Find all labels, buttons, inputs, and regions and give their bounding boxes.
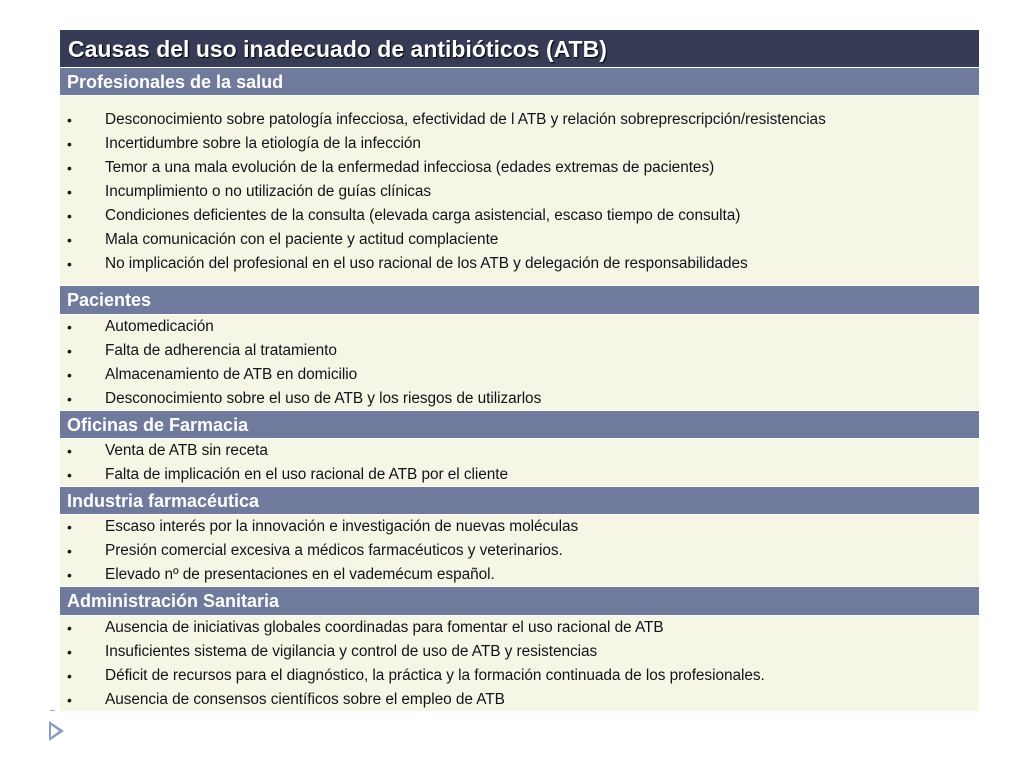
list-item-text: Ausencia de iniciativas globales coordinadas para fomentar el uso racional de ATB bbox=[105, 619, 664, 636]
list-item-text: Presión comercial excesiva a médicos farmacéuticos y veterinarios. bbox=[105, 542, 563, 559]
list-item-text: Falta de implicación en el uso racional de ATB por el cliente bbox=[105, 466, 509, 483]
list-item bbox=[60, 664, 979, 688]
list-item-text: No implicación del profesional en el uso racional de los ATB y delegación de responsabilidades bbox=[105, 255, 748, 272]
bullet-icon: • bbox=[67, 620, 72, 636]
bullet-icon: • bbox=[67, 692, 72, 708]
list-item bbox=[60, 252, 979, 276]
section-body-farmacia bbox=[60, 439, 979, 487]
bullet-list-industria bbox=[60, 515, 979, 587]
list-item bbox=[60, 387, 979, 411]
bullet-list-administracion bbox=[60, 616, 979, 712]
bullet-icon: • bbox=[67, 112, 72, 128]
list-item bbox=[60, 132, 979, 156]
slide-title: Causas del uso inadecuado de antibióticos (ATB) bbox=[60, 30, 979, 68]
list-item bbox=[60, 616, 979, 640]
bullet-icon: • bbox=[67, 443, 72, 459]
section-body-administracion bbox=[60, 616, 979, 712]
bullet-icon: • bbox=[67, 467, 72, 483]
bullet-icon: • bbox=[67, 232, 72, 248]
list-item-text: Elevado nº de presentaciones en el vademécum español. bbox=[105, 566, 495, 583]
bullet-icon: • bbox=[67, 668, 72, 684]
list-item bbox=[60, 463, 979, 487]
list-item bbox=[60, 363, 979, 387]
list-item bbox=[60, 539, 979, 563]
bullet-icon: • bbox=[67, 343, 72, 359]
list-item-text: Mala comunicación con el paciente y actitud complaciente bbox=[105, 231, 499, 248]
bullet-icon: • bbox=[67, 184, 72, 200]
section-body-industria bbox=[60, 515, 979, 587]
list-item bbox=[60, 156, 979, 180]
slide-dash-decoration bbox=[50, 710, 55, 711]
section-body-pacientes bbox=[60, 315, 979, 411]
bullet-icon: • bbox=[67, 519, 72, 535]
list-item bbox=[60, 439, 979, 463]
bullet-list-profesionales bbox=[60, 108, 979, 276]
list-item-text: Automedicación bbox=[105, 318, 214, 335]
bullet-icon: • bbox=[67, 567, 72, 583]
list-item bbox=[60, 563, 979, 587]
bullet-icon: • bbox=[67, 256, 72, 272]
section-header-administracion: Administración Sanitaria bbox=[60, 587, 979, 616]
list-item-text: Ausencia de consensos científicos sobre el empleo de ATB bbox=[105, 691, 505, 708]
bullet-icon: • bbox=[67, 543, 72, 559]
bullet-list-pacientes bbox=[60, 315, 979, 411]
list-item-text: Incumplimiento o no utilización de guías clínicas bbox=[105, 183, 432, 200]
list-item bbox=[60, 640, 979, 664]
bullet-icon: • bbox=[67, 367, 72, 383]
list-item-text: Incertidumbre sobre la etiología de la infección bbox=[105, 135, 421, 152]
list-item bbox=[60, 108, 979, 132]
list-item bbox=[60, 228, 979, 252]
bullet-icon: • bbox=[67, 160, 72, 176]
list-item-text: Escaso interés por la innovación e investigación de nuevas moléculas bbox=[105, 518, 579, 535]
bullet-icon: • bbox=[67, 319, 72, 335]
section-header-industria: Industria farmacéutica bbox=[60, 487, 979, 515]
list-item bbox=[60, 315, 979, 339]
bullet-icon: • bbox=[67, 208, 72, 224]
list-item-text: Falta de adherencia al tratamiento bbox=[105, 342, 337, 359]
list-item bbox=[60, 339, 979, 363]
list-item-text: Desconocimiento sobre el uso de ATB y los riesgos de utilizarlos bbox=[105, 390, 542, 407]
bullet-icon: • bbox=[67, 644, 72, 660]
bullet-icon: • bbox=[67, 136, 72, 152]
list-item bbox=[60, 204, 979, 228]
list-item-text: Desconocimiento sobre patología infecciosa, efectividad de l ATB y relación sobreprescripción/resistencias bbox=[105, 111, 826, 128]
list-item-text: Déficit de recursos para el diagnóstico, la práctica y la formación continuada de los profesionales. bbox=[105, 667, 765, 684]
list-item bbox=[60, 688, 979, 712]
section-header-farmacia: Oficinas de Farmacia bbox=[60, 411, 979, 439]
list-item bbox=[60, 180, 979, 204]
section-header-pacientes: Pacientes bbox=[60, 286, 979, 315]
list-item bbox=[60, 515, 979, 539]
list-item-text: Temor a una mala evolución de la enfermedad infecciosa (edades extremas de pacientes) bbox=[105, 159, 715, 176]
bullet-icon: • bbox=[67, 391, 72, 407]
list-item-text: Insuficientes sistema de vigilancia y control de uso de ATB y resistencias bbox=[105, 643, 598, 660]
list-item-text: Venta de ATB sin receta bbox=[105, 442, 268, 459]
causes-table bbox=[60, 30, 979, 712]
list-item-text: Condiciones deficientes de la consulta (elevada carga asistencial, escaso tiempo de consulta) bbox=[105, 207, 741, 224]
section-header-profesionales: Profesionales de la salud bbox=[60, 68, 979, 96]
section-body-profesionales bbox=[60, 96, 979, 286]
bullet-list-farmacia bbox=[60, 439, 979, 487]
slide-nav-arrow-icon bbox=[49, 721, 64, 741]
list-item-text: Almacenamiento de ATB en domicilio bbox=[105, 366, 358, 383]
